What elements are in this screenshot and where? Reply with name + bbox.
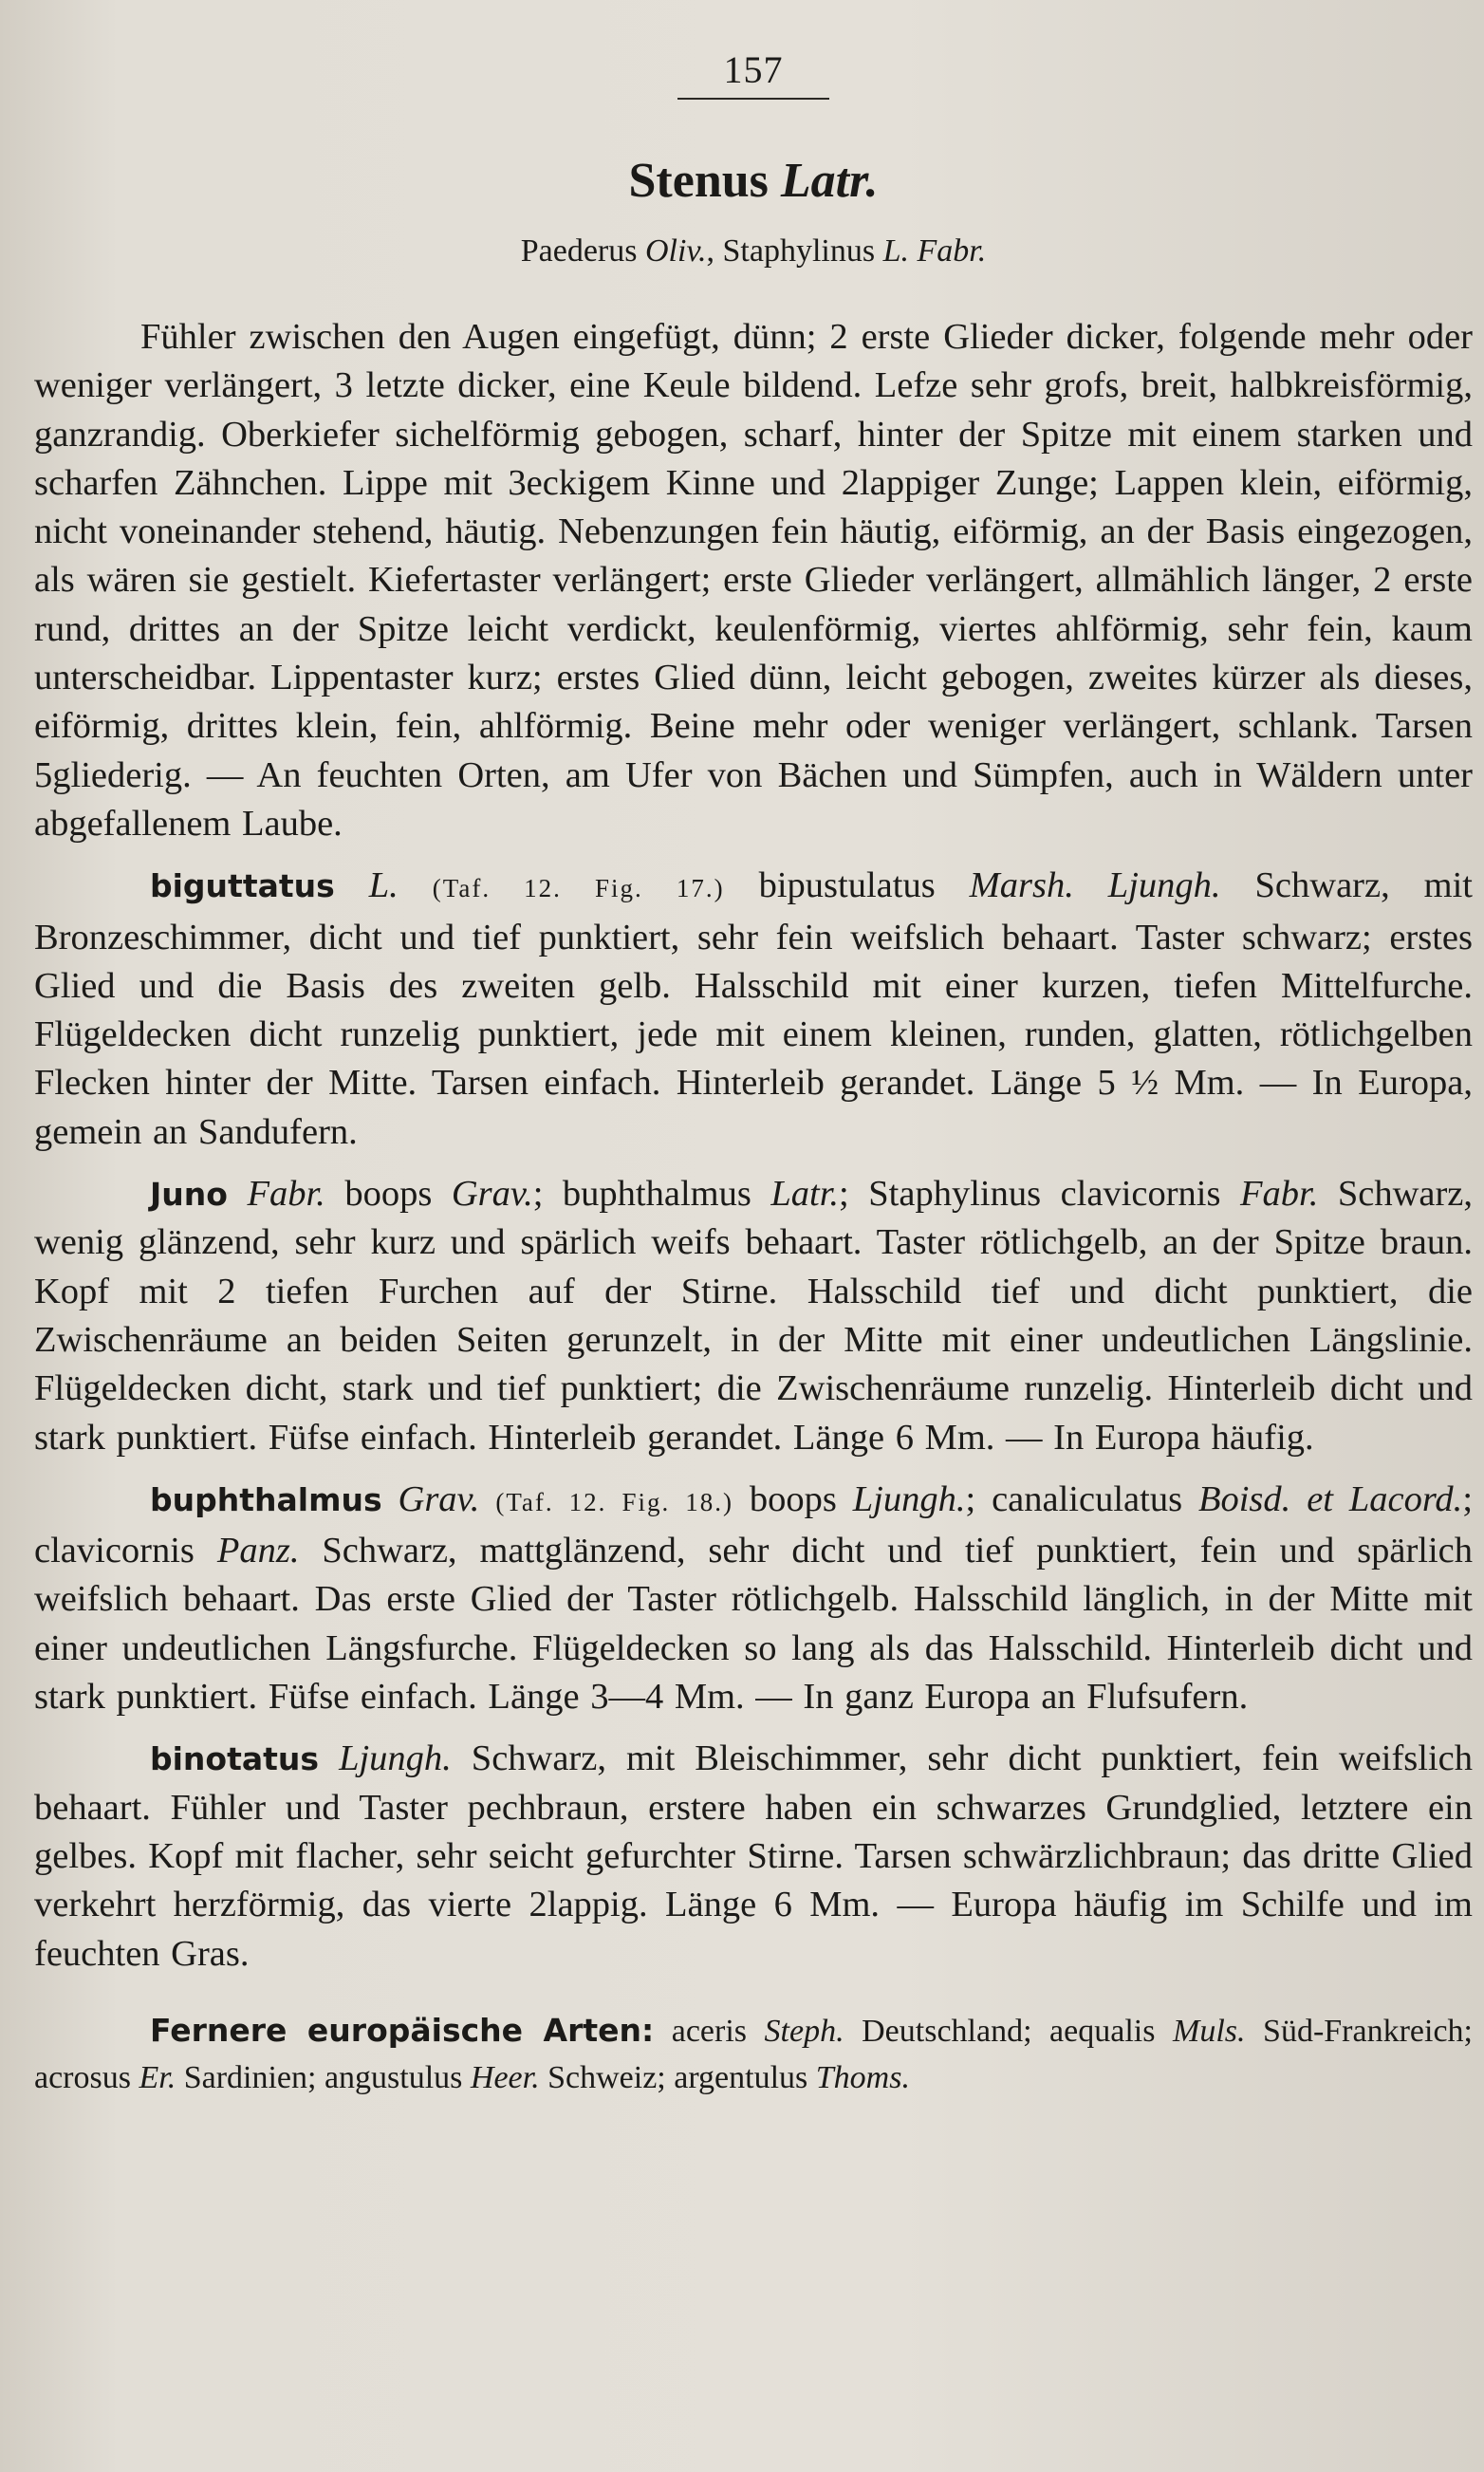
header-rule <box>677 98 829 100</box>
species-description <box>34 1735 1473 1978</box>
author-citation: Ljungh. <box>339 1738 452 1779</box>
species-description <box>34 1476 1473 1721</box>
author-citation: Fabr. <box>1239 1174 1319 1215</box>
species-entry-juno <box>34 1170 1473 1462</box>
description-text: ; Staphylinus clavicornis <box>839 1174 1240 1215</box>
synonym-name: Staphylinus <box>722 233 883 269</box>
author-citation: Er. <box>139 2059 176 2095</box>
description-text: ; canaliculatus <box>965 1478 1198 1519</box>
author-citation: Steph. <box>764 2013 844 2049</box>
description-text <box>382 1479 399 1519</box>
species-entry-binotatus <box>34 1735 1473 1978</box>
species-description <box>34 862 1473 1157</box>
genus-title <box>34 153 1473 209</box>
description-text: Schwarz, wenig glänzend, sehr kurz und spärlich weifs behaart. Taster rötlichgelb, an der Spitze braun. Kopf mit 2 tiefen Furchen auf der Stirne. Halsschild tief und dicht punktiert, die Zwischenräume an beiden Seiten gerunzelt, in der Mitte mit einer undeutlichen Längslinie. Flügeldecken dicht, stark und tief punktiert; die Zwischenräume runzelig. Hinterleib dicht und stark punktiert. Füfse einfach. Hinterleib gerandet. Länge 6 Mm. — In Europa häufig. <box>34 1174 1474 1458</box>
synonym-name: Paederus <box>520 233 645 269</box>
species-name: buphthalmus <box>150 1480 382 1518</box>
description-text: boops <box>733 1478 853 1519</box>
synonym-author: Oliv. <box>645 233 707 269</box>
description-text: bipustulatus <box>724 865 970 906</box>
further-species <box>34 2007 1473 2101</box>
description-text: aceris <box>654 2013 765 2049</box>
genus-name: Stenus <box>628 154 769 208</box>
plate-reference: (Taf. 12. Fig. 17.) <box>432 874 725 903</box>
description-text: Schweiz; argentulus <box>539 2059 816 2095</box>
species-entry-buphthalmus <box>34 1476 1473 1721</box>
description-text <box>228 1174 248 1214</box>
description-text: Sardinien; angustulus <box>176 2059 471 2095</box>
genus-synonyms <box>34 233 1473 270</box>
description-text: Deutschland; aequalis <box>844 2013 1173 2049</box>
description-text: boops <box>325 1174 452 1215</box>
species-entry-biguttatus <box>34 862 1473 1157</box>
description-text <box>319 1738 339 1778</box>
species-name: binotatus <box>150 1740 320 1778</box>
species-description <box>34 1170 1473 1462</box>
genus-author: Latr. <box>780 154 879 208</box>
species-name: biguttatus <box>150 867 335 905</box>
author-citation: Ljungh. <box>852 1478 966 1519</box>
synonym-author: L. Fabr. <box>882 233 987 269</box>
author-citation: Latr. <box>770 1174 840 1215</box>
description-text: Schwarz, mit Bleischimmer, sehr dicht punktiert, fein weifslich behaart. Fühler und Taster pechbraun, erstere haben ein schwarzes Grundglied, letztere ein gelbes. Kopf mit flacher, sehr seicht gefurchter Stirne. Tarsen schwärzlichbraun; das dritte Glied verkehrt herzförmig, das vierte 2lappig. Länge 6 Mm. — Europa häufig im Schilfe und im feuchten Gras. <box>34 1738 1474 1974</box>
description-text: Süd-Frankreich; acrosus <box>34 2013 1473 2095</box>
species-list <box>34 862 1473 1979</box>
further-species-label: Fernere europäische Arten: <box>150 2011 655 2049</box>
genus-description: Fühler zwischen den Augen eingefügt, dünn; 2 erste Glieder dicker, folgende mehr oder weniger verlängert, 3 letzte dicker, eine Keule bildend. Lefze sehr grofs, breit, halbkreisförmig, ganzrandig. Oberkiefer sichelförmig gebogen, scharf, hinter der Spitze mit einem starken und scharfen Zähnchen. Lippe mit 3eckigem Kinne und 2lappiger Zunge; Lappen klein, eiförmig, nicht voneinander stehend, häutig. Nebenzungen fein häutig, eiförmig, an der Basis eingezogen, als wären sie gestielt. Kiefertaster verlängert; erste Glieder verlängert, allmählich länger, 2 erste rund, drittes an der Spitze leicht verdickt, keulenförmig, viertes ahlförmig, sehr fein, kaum unterscheidbar. Lippentaster kurz; erstes Glied dünn, leicht gebogen, zweites kürzer als dieses, eiförmig, drittes klein, fein, ahlförmig. Beine mehr oder weniger verlängert, schlank. Tarsen 5gliederig. — An feuchten Orten, am Ufer von Bächen und Sümpfen, auch in Wäldern unter abgefallenem Laube. <box>34 317 1473 844</box>
description-text <box>479 1479 495 1519</box>
description-text: ; clavicornis <box>34 1478 1474 1571</box>
species-name: Juno <box>150 1176 228 1214</box>
author-citation: Thoms. <box>815 2059 910 2095</box>
description-text: ; buphthalmus <box>532 1174 771 1215</box>
plate-reference: (Taf. 12. Fig. 18.) <box>495 1487 733 1516</box>
author-citation: Marsh. Ljungh. <box>969 865 1221 906</box>
page-number: 157 <box>723 48 784 91</box>
description-text <box>399 865 433 905</box>
description-text: Schwarz, mattglänzend, sehr dicht und tief punktiert, fein und spärlich weifslich behaart. Das erste Glied der Taster rötlichgelb. Halsschild länglich, in der Mitte mit einer undeutlichen Längsfurche. Flügeldecken so lang als das Halsschild. Hinterleib dicht und stark punktiert. Füfse einfach. Länge 3—4 Mm. — In ganz Europa an Flufsufern. <box>34 1531 1473 1718</box>
description-text: Schwarz, mit Bronzeschimmer, dicht und tief punktiert, sehr fein weifslich behaart. Taster schwarz; erstes Glied und die Basis des zweiten gelb. Halsschild mit einer kurzen, tiefen Mittelfurche. Flügeldecken dicht runzelig punktiert, jede mit einem kleinen, runden, glatten, rötlichgelben Flecken hinter der Mitte. Tarsen einfach. Hinterleib gerandet. Länge 5 ½ Mm. — In Europa, gemein an Sandufern. <box>34 865 1473 1152</box>
author-citation: Fabr. <box>247 1174 325 1215</box>
author-citation: Grav. <box>451 1174 533 1215</box>
author-citation: Heer. <box>470 2059 540 2095</box>
description-text <box>335 865 369 905</box>
synonym-separator: , <box>706 233 723 269</box>
author-citation: Boisd. et Lacord. <box>1197 1478 1463 1519</box>
author-citation: Panz. <box>216 1531 300 1571</box>
author-citation: L. <box>368 865 399 906</box>
author-citation: Muls. <box>1173 2013 1246 2049</box>
author-citation: Grav. <box>398 1478 480 1519</box>
